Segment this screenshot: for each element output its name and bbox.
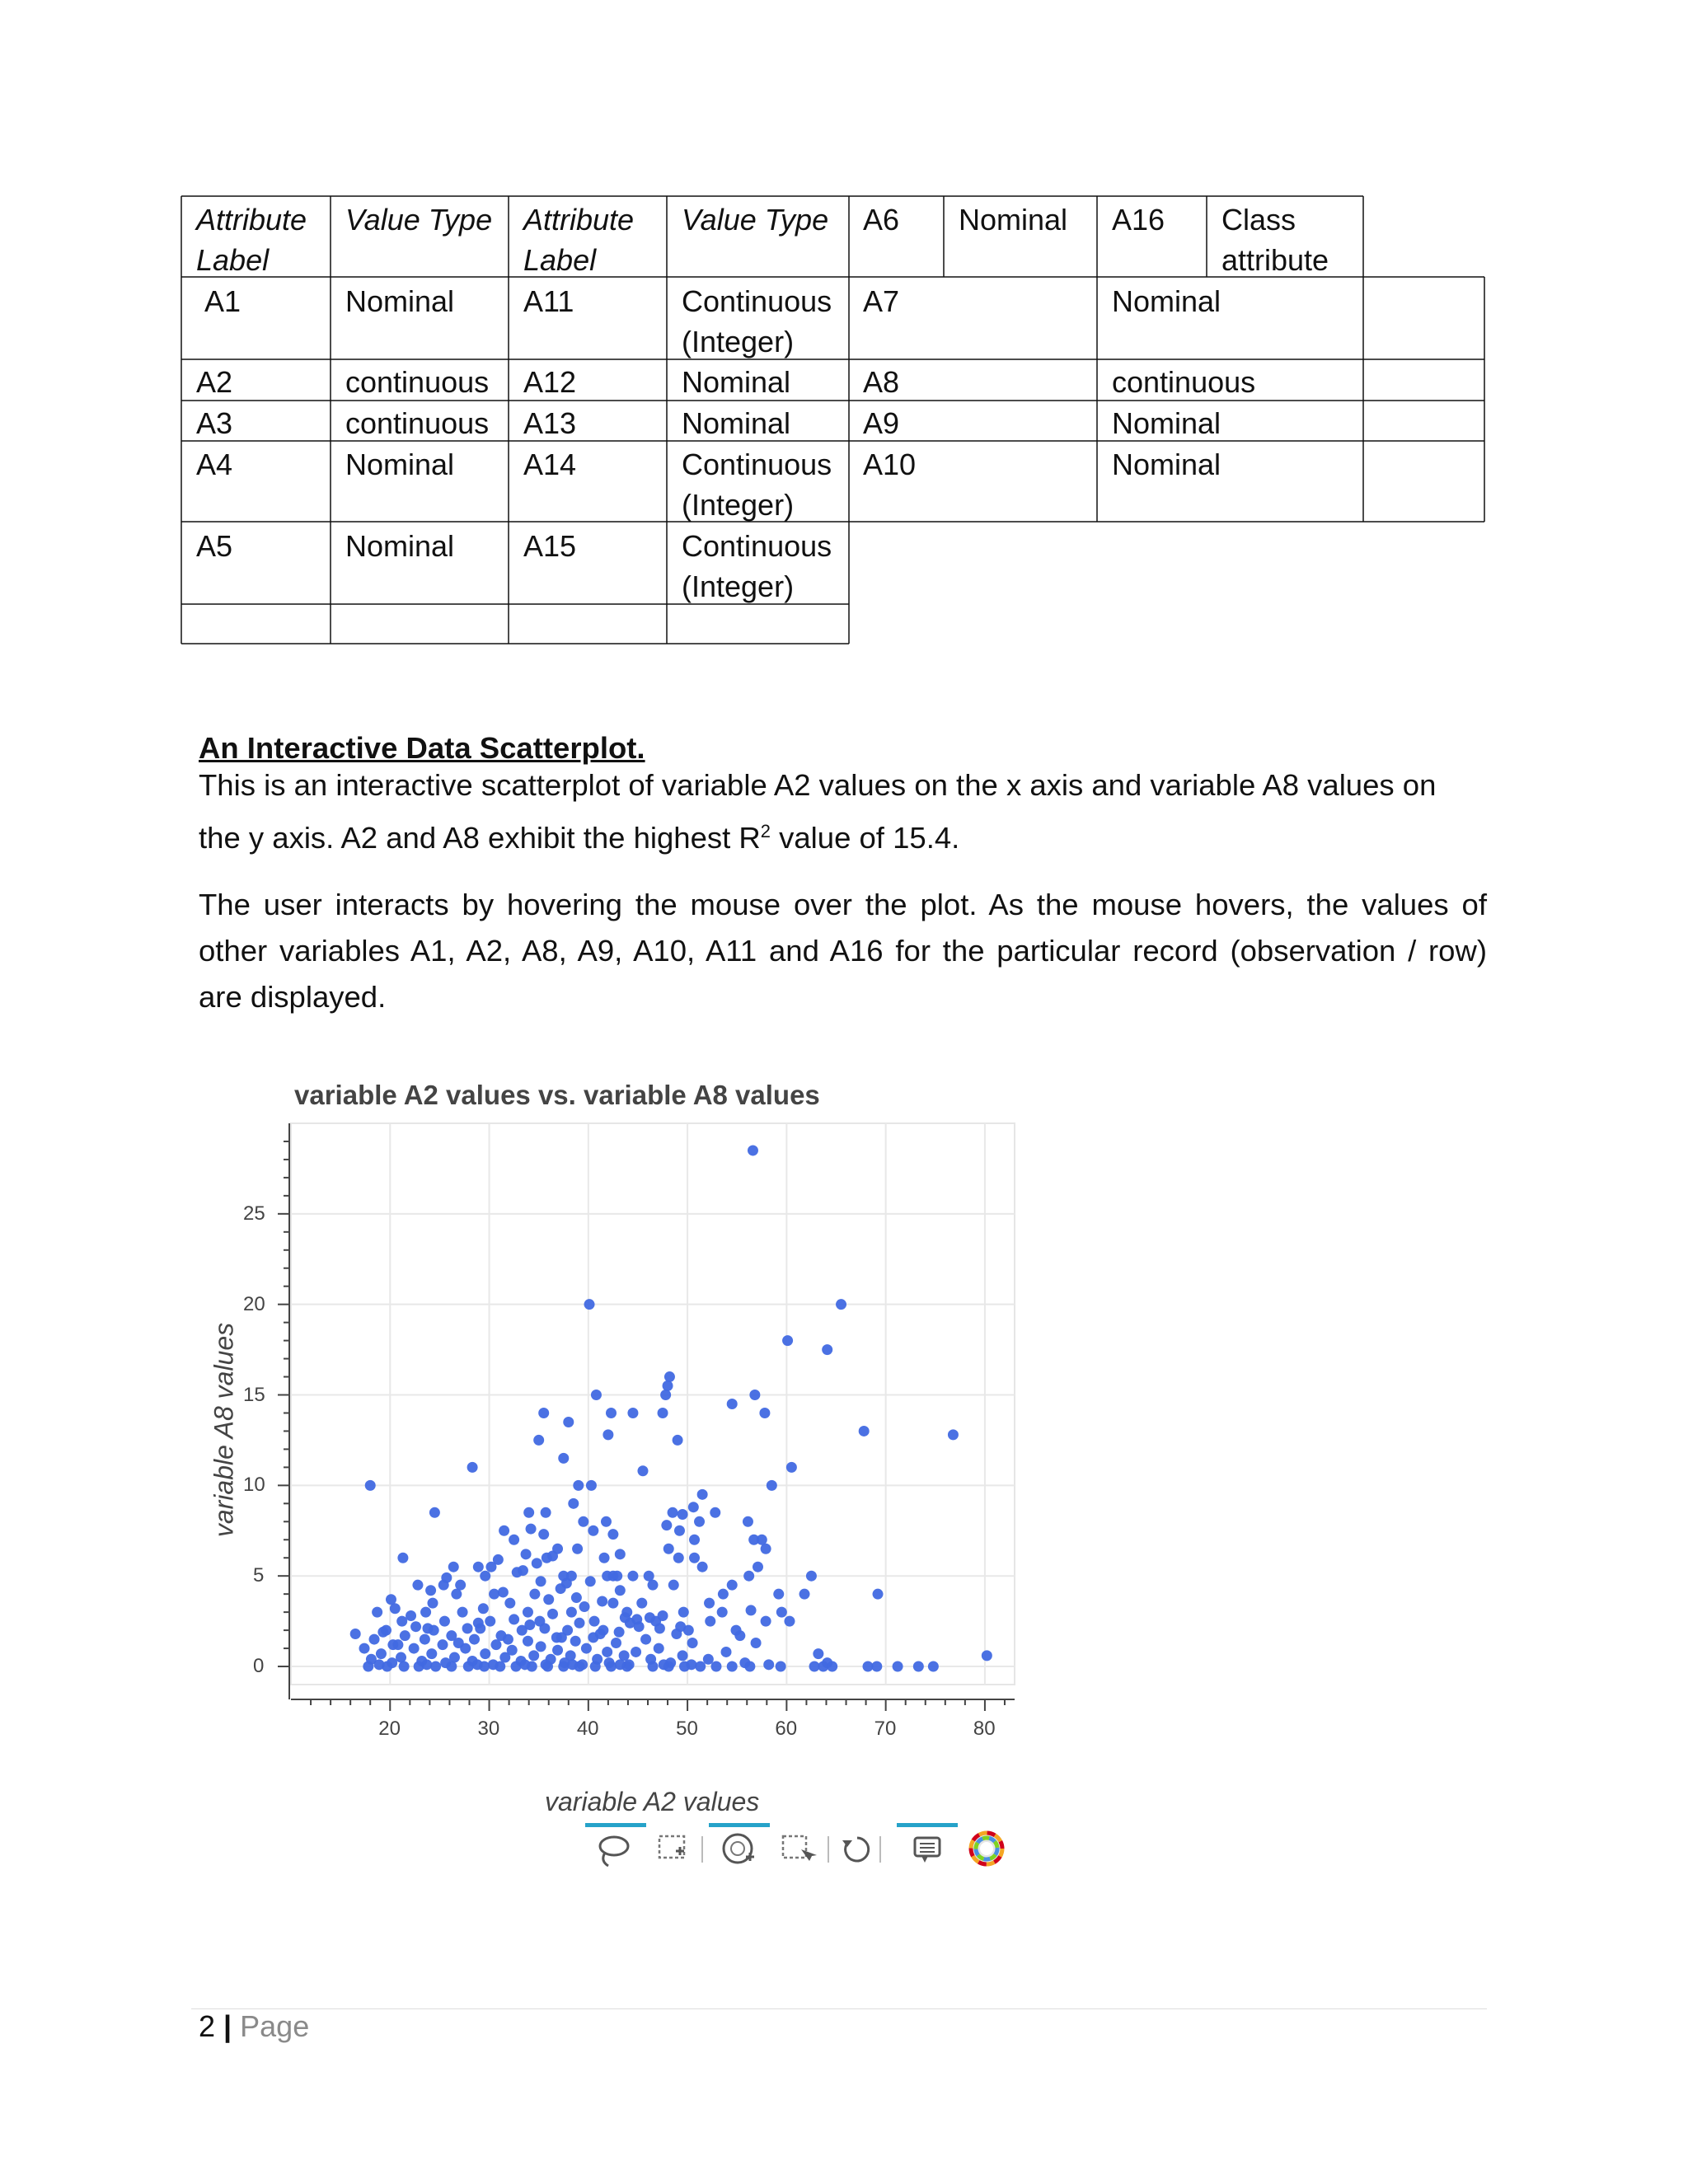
header-attribute-label-1b: Label [196,243,270,277]
data-point[interactable] [392,1639,403,1650]
data-point[interactable] [365,1480,376,1491]
cell-a8: A8 [863,365,900,399]
x-tick-label: 60 [775,1718,798,1740]
data-point[interactable] [552,1645,563,1656]
data-point[interactable] [377,1627,388,1638]
data-point[interactable] [523,1507,534,1518]
data-point[interactable] [457,1607,468,1618]
data-point[interactable] [704,1598,715,1609]
y-tick-label: 15 [243,1383,265,1406]
data-point[interactable] [529,1589,540,1600]
data-point[interactable] [523,1607,533,1618]
data-point[interactable] [697,1489,708,1500]
data-point[interactable] [489,1589,499,1600]
data-points[interactable] [350,1145,992,1671]
wheel-zoom-icon[interactable] [724,1835,754,1863]
data-point[interactable] [928,1661,939,1672]
data-point[interactable] [412,1580,423,1591]
page-label: Page [240,2009,310,2043]
data-point[interactable] [689,1535,700,1545]
data-point[interactable] [469,1634,480,1645]
cell-a14-type-sub: (Integer) [682,488,795,522]
data-point[interactable] [524,1619,535,1630]
reset-icon[interactable] [842,1838,869,1861]
header-attribute-label-2b: Label [523,243,597,277]
data-point[interactable] [734,1630,745,1641]
data-point[interactable] [836,1299,846,1310]
data-point[interactable] [595,1629,606,1639]
cell-a1-type: Nominal [345,284,455,318]
lasso-select-icon[interactable] [600,1837,628,1866]
y-tick-label: 25 [243,1202,265,1225]
data-point[interactable] [601,1516,612,1527]
footer-rule [191,2008,1487,2009]
data-point[interactable] [673,1553,684,1563]
header-a16: A16 [1112,203,1165,237]
data-point[interactable] [697,1562,708,1572]
data-point[interactable] [574,1618,584,1629]
data-point[interactable] [727,1580,738,1591]
data-point[interactable] [637,1465,648,1476]
data-point[interactable] [579,1601,590,1612]
data-point[interactable] [982,1650,992,1661]
data-point[interactable] [606,1661,617,1672]
data-point[interactable] [566,1607,577,1618]
cell-a8-type: continuous [1112,365,1256,399]
x-tick-label: 20 [378,1718,401,1740]
x-tick-label: 50 [676,1718,698,1740]
data-point[interactable] [753,1562,763,1572]
data-point[interactable] [538,1529,549,1540]
data-point[interactable] [813,1648,823,1659]
data-point[interactable] [528,1650,539,1661]
data-point[interactable] [748,1535,759,1545]
data-point[interactable] [717,1607,728,1618]
data-point[interactable] [786,1462,797,1473]
paragraph-2-line-2: other variables A1, A2, A8, A9, A10, A11 and A16 for the particular record (observation / row) [199,934,1487,968]
data-point[interactable] [543,1594,554,1605]
x-tick-label: 40 [576,1718,599,1740]
data-point[interactable] [399,1661,410,1672]
data-point[interactable] [663,1380,673,1391]
data-point[interactable] [449,1652,460,1663]
data-point[interactable] [591,1390,602,1400]
cell-a12: A12 [523,365,577,399]
data-point[interactable] [518,1565,528,1576]
axes [278,1123,1015,1711]
data-point[interactable] [620,1612,631,1623]
cell-a7-type: Nominal [1112,284,1221,318]
cell-a15-type-sub: (Integer) [682,569,795,603]
data-point[interactable] [799,1589,810,1600]
data-point[interactable] [761,1616,771,1627]
data-point[interactable] [678,1650,688,1661]
y-axis-label: variable A8 values [209,1322,239,1538]
data-point[interactable] [645,1612,655,1623]
data-point[interactable] [451,1589,462,1600]
cell-a13-type: Nominal [682,406,791,440]
data-point[interactable] [397,1553,408,1563]
data-point[interactable] [359,1643,370,1654]
data-point[interactable] [536,1576,546,1586]
data-point[interactable] [668,1580,679,1591]
data-point[interactable] [661,1520,672,1530]
data-point[interactable] [746,1605,757,1615]
data-point[interactable] [586,1480,597,1491]
data-point[interactable] [499,1526,509,1536]
data-point[interactable] [615,1585,626,1596]
x-axis-label: variable A2 values [545,1787,760,1816]
data-point[interactable] [480,1571,490,1582]
data-point[interactable] [710,1507,720,1518]
data-point[interactable] [509,1614,519,1624]
data-point[interactable] [687,1638,698,1648]
data-point[interactable] [462,1623,473,1633]
data-point[interactable] [495,1661,505,1672]
cell-a11-type: Continuous [682,284,832,318]
data-point[interactable] [659,1659,669,1670]
data-point[interactable] [759,1408,770,1418]
data-point[interactable] [467,1462,478,1473]
data-point[interactable] [439,1616,450,1627]
data-point[interactable] [602,1571,612,1582]
y-tick-label: 0 [253,1655,265,1678]
cell-a15-type: Continuous [682,529,832,563]
data-point[interactable] [597,1596,607,1606]
data-point[interactable] [541,1507,551,1518]
data-point[interactable] [588,1526,598,1536]
r-squared-superscript: 2 [760,821,771,841]
data-point[interactable] [568,1498,579,1509]
header-class: Class [1221,203,1296,237]
cell-a13: A13 [523,406,577,440]
x-tick-label: 30 [477,1718,500,1740]
cell-a14-type: Continuous [682,448,832,481]
data-point[interactable] [679,1661,690,1672]
data-point[interactable] [430,1661,441,1672]
data-point[interactable] [441,1572,452,1583]
data-point[interactable] [678,1607,689,1618]
data-point[interactable] [533,1435,544,1446]
data-point[interactable] [631,1614,642,1624]
x-tick-label: 70 [874,1718,897,1740]
data-point[interactable] [566,1571,577,1582]
data-point[interactable] [751,1638,762,1648]
data-point[interactable] [658,1610,668,1621]
lasso-active-indicator [585,1823,646,1827]
y-tick-label: 10 [243,1474,265,1497]
page-number: 2 [199,2009,216,2043]
box-select-icon[interactable] [783,1836,817,1861]
data-point[interactable] [509,1535,519,1545]
data-point[interactable] [603,1429,613,1440]
data-point[interactable] [472,1659,483,1670]
data-point[interactable] [581,1643,592,1654]
data-point[interactable] [526,1524,537,1535]
data-point[interactable] [473,1562,484,1572]
data-point[interactable] [873,1589,884,1600]
cell-a2: A2 [196,365,233,399]
header-value-type-2: Value Type [682,203,829,237]
header-attribute-label-2: Attribute [523,203,635,237]
data-point[interactable] [426,1648,437,1659]
data-point[interactable] [558,1661,569,1672]
cell-a11: A11 [523,284,574,318]
data-point[interactable] [547,1551,558,1562]
cell-a11-type-sub: (Integer) [682,325,795,359]
bokeh-logo-icon[interactable] [971,1833,1002,1864]
data-point[interactable] [727,1399,738,1409]
paragraph-1-line-2-a: the y axis. A2 and A8 exhibit the highest R [199,821,761,855]
cell-a10: A10 [863,448,917,481]
data-point[interactable] [822,1344,832,1355]
data-point[interactable] [744,1661,755,1672]
data-point[interactable] [420,1634,430,1645]
data-point[interactable] [743,1516,753,1527]
data-point[interactable] [396,1616,407,1627]
page-footer [199,2004,309,2050]
data-point[interactable] [767,1480,777,1491]
grid-lines [291,1123,1015,1685]
data-point[interactable] [602,1647,612,1657]
data-point[interactable] [453,1638,464,1648]
data-point[interactable] [784,1616,795,1627]
cell-a7: A7 [863,284,900,318]
data-point[interactable] [547,1609,558,1619]
data-point[interactable] [490,1639,501,1650]
data-point[interactable] [614,1627,625,1638]
data-point[interactable] [493,1554,504,1565]
hover-active-indicator [897,1823,958,1827]
data-point[interactable] [499,1652,510,1663]
data-point[interactable] [631,1647,641,1657]
data-point[interactable] [743,1571,754,1582]
data-point[interactable] [503,1634,513,1645]
data-point[interactable] [718,1589,729,1600]
data-point[interactable] [567,1659,578,1670]
data-point[interactable] [573,1480,584,1491]
plot-area[interactable] [291,1123,1015,1685]
data-point[interactable] [761,1544,771,1554]
data-point[interactable] [678,1509,688,1520]
header-attribute-label-1: Attribute [196,203,307,237]
data-point[interactable] [673,1435,683,1446]
data-point[interactable] [463,1661,474,1672]
data-point[interactable] [590,1661,601,1672]
data-point[interactable] [539,1623,550,1633]
data-point[interactable] [688,1502,699,1512]
data-point[interactable] [627,1571,638,1582]
data-point[interactable] [721,1647,732,1657]
cell-a4-type: Nominal [345,448,455,481]
data-point[interactable] [429,1507,440,1518]
data-point[interactable] [664,1371,675,1382]
data-point[interactable] [420,1607,431,1618]
paragraph-1-line-1: This is an interactive scatterplot of variable A2 values on the x axis and variable A8 values on [199,768,1437,802]
data-point[interactable] [599,1553,610,1563]
paragraph-1-line-2-b: value of 15.4. [770,821,960,855]
chart-toolbar [577,1813,1030,1879]
data-point[interactable] [386,1594,396,1605]
header-value-type-1: Value Type [345,203,493,237]
data-point[interactable] [695,1661,706,1672]
data-point[interactable] [571,1592,582,1603]
data-point[interactable] [519,1659,530,1670]
data-point[interactable] [640,1634,651,1645]
data-point[interactable] [523,1636,533,1647]
data-point[interactable] [615,1549,626,1559]
data-point[interactable] [782,1335,793,1346]
data-point[interactable] [607,1598,618,1609]
data-point[interactable] [612,1571,622,1582]
data-point[interactable] [663,1544,674,1554]
wheel-zoom-active-indicator [709,1823,770,1827]
y-tick-label: 5 [253,1564,265,1587]
data-point[interactable] [372,1607,382,1618]
data-point[interactable] [558,1453,569,1464]
data-point[interactable] [572,1544,583,1554]
data-point[interactable] [425,1585,436,1596]
y-tick-label: 20 [243,1292,265,1315]
data-point[interactable] [773,1589,784,1600]
data-point[interactable] [376,1648,387,1659]
data-point[interactable] [363,1661,373,1672]
data-point[interactable] [606,1408,617,1418]
cell-a4: A4 [196,448,233,481]
data-point[interactable] [727,1661,738,1672]
data-point[interactable] [406,1610,416,1621]
data-point[interactable] [473,1618,484,1629]
data-point[interactable] [763,1659,774,1670]
data-point[interactable] [913,1661,924,1672]
data-point[interactable] [675,1621,686,1632]
data-point[interactable] [369,1634,380,1645]
data-point[interactable] [396,1652,406,1663]
section-heading: An Interactive Data Scatterplot. [199,731,645,765]
data-point[interactable] [478,1603,489,1614]
data-point[interactable] [350,1629,361,1639]
data-point[interactable] [648,1661,659,1672]
data-point[interactable] [648,1580,659,1591]
data-point[interactable] [689,1553,700,1563]
data-point[interactable] [446,1661,457,1672]
data-point[interactable] [654,1643,664,1654]
data-point[interactable] [374,1659,385,1670]
cell-a5: A5 [196,529,233,563]
data-point[interactable] [409,1643,420,1654]
data-point[interactable] [585,1576,596,1586]
x-tick-label: 80 [973,1718,996,1740]
data-point[interactable] [448,1562,459,1572]
data-point[interactable] [893,1661,903,1672]
cell-a9: A9 [863,406,900,440]
data-point[interactable] [536,1641,546,1652]
cell-a14: A14 [523,448,577,481]
cell-a10-type: Nominal [1112,448,1221,481]
data-point[interactable] [578,1516,588,1527]
data-point[interactable] [660,1390,671,1400]
data-point[interactable] [504,1598,515,1609]
hover-tooltip-icon[interactable] [915,1838,940,1863]
data-point[interactable] [658,1408,668,1418]
data-point[interactable] [710,1661,721,1672]
data-point[interactable] [776,1661,786,1672]
data-point[interactable] [532,1558,542,1568]
data-point[interactable] [776,1607,787,1618]
paragraph-2-line-1: The user interacts by hovering the mouse over the plot. As the mouse hovers, the values of [199,888,1487,921]
cell-a1: A1 [204,284,241,318]
paragraph-2-line-3: are displayed. [199,980,387,1014]
data-point[interactable] [859,1426,870,1436]
data-point[interactable] [749,1390,760,1400]
page-separator: | [223,2009,232,2043]
data-point[interactable] [705,1616,715,1627]
data-point[interactable] [668,1507,678,1518]
chart-title: variable A2 values vs. variable A8 values [294,1080,820,1110]
data-point[interactable] [584,1299,595,1310]
data-point[interactable] [607,1529,618,1540]
data-point[interactable] [806,1571,817,1582]
data-point[interactable] [703,1654,714,1665]
data-point[interactable] [556,1632,567,1643]
data-point[interactable] [636,1598,647,1609]
data-point[interactable] [694,1516,705,1527]
data-point[interactable] [542,1661,553,1672]
data-point[interactable] [480,1648,490,1659]
data-point[interactable] [570,1636,581,1647]
data-point[interactable] [422,1623,433,1633]
box-zoom-icon[interactable] [659,1836,684,1858]
data-point[interactable] [611,1638,621,1648]
data-point[interactable] [427,1598,438,1609]
data-point[interactable] [615,1659,626,1670]
data-point[interactable] [410,1621,421,1632]
data-point[interactable] [871,1661,882,1672]
cell-a15: A15 [523,529,577,563]
header-nominal: Nominal [959,203,1068,237]
header-a6: A6 [863,203,900,237]
data-point[interactable] [948,1429,959,1440]
data-point[interactable] [827,1661,837,1672]
cell-a9-type: Nominal [1112,406,1221,440]
cell-a3: A3 [196,406,233,440]
data-point[interactable] [498,1586,509,1597]
data-point[interactable] [421,1659,432,1670]
cell-a5-type: Nominal [345,529,455,563]
cell-a3-type: continuous [345,406,490,440]
data-point[interactable] [563,1417,574,1427]
data-point[interactable] [589,1616,600,1627]
data-point[interactable] [627,1408,638,1418]
data-point[interactable] [674,1526,685,1536]
data-point[interactable] [400,1630,410,1641]
data-point[interactable] [521,1549,532,1559]
data-point[interactable] [654,1623,665,1633]
data-point[interactable] [438,1639,448,1650]
data-point[interactable] [485,1616,495,1627]
data-point[interactable] [538,1408,549,1418]
header-attribute: attribute [1221,243,1329,277]
data-point[interactable] [748,1145,758,1155]
cell-a12-type: Nominal [682,365,791,399]
cell-a2-type: continuous [345,365,490,399]
data-point[interactable] [511,1661,522,1672]
